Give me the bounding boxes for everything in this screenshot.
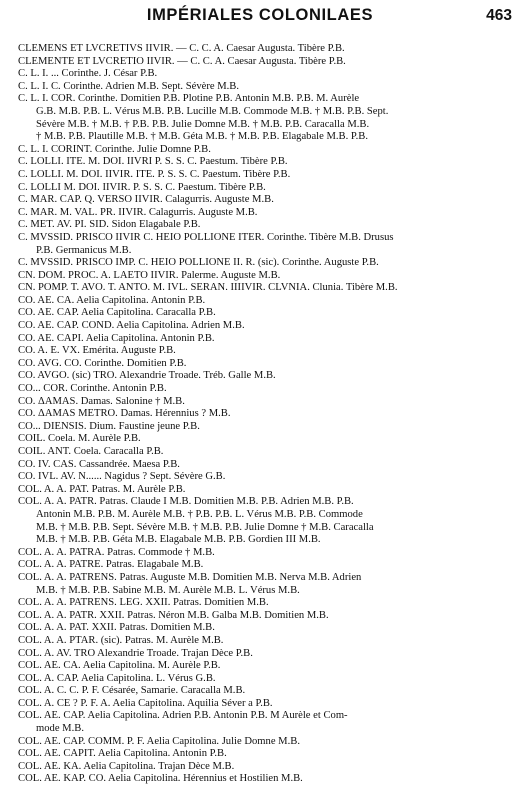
- entry-continuation-line: P.B. Germanicus M.B.: [36, 244, 132, 256]
- entry-line: COL. A. A. PAT. XXII. Patras. Domitien M.B.: [18, 622, 215, 634]
- entry-continuation-line: M.B. † M.B. P.B. Sept. Sévère M.B. † M.B. P.B. Julie Domne † M.B. Caracalla: [36, 521, 374, 533]
- entry-line: COL. A. A. PATR. XXII. Patras. Néron M.B. Galba M.B. Domitien M.B.: [18, 609, 329, 621]
- entry-line: COIL. Coela. M. Aurèle P.B.: [18, 433, 141, 445]
- entry-line: C. LOLLI. ITE. M. DOI. IIVRI P. S. S. C. Paestum. Tibère P.B.: [18, 156, 288, 168]
- entry-line: C. MAR. CAP. Q. VERSO IIVIR. Calagurris. Auguste M.B.: [18, 194, 274, 206]
- entry-continuation-line: mode M.B.: [36, 723, 84, 735]
- entry-continuation-line: † M.B. P.B. Plautille M.B. † M.B. Géta M.B. † M.B. P.B. Elagabale M.B. P.B.: [36, 131, 368, 143]
- entry-line: COL. A. A. PATR. Patras. Claude I M.B. Domitien M.B. P.B. Adrien M.B. P.B.: [18, 496, 354, 508]
- entry-line: C. LOLLI. M. DOI. IIVIR. ITE. P. S. S. C. Paestum. Tibère P.B.: [18, 168, 291, 180]
- entry-line: C. MVSSID. PRISCO IMP. C. HEIO POLLIONE II. R. (sic). Corinthe. Auguste P.B.: [18, 257, 379, 269]
- entry-line: CO. AE. CAP. Aelia Capitolina. Caracalla P.B.: [18, 307, 216, 319]
- page-header: [18, 6, 512, 32]
- entry-line: C. LOLLI M. DOI. IIVIR. P. S. S. C. Paestum. Tibère P.B.: [18, 181, 266, 193]
- entry-line: COL. AE. CAP. COMM. P. F. Aelia Capitolina. Julie Domne M.B.: [18, 735, 300, 747]
- entry-line: COL. A. CE ? P. F. A. Aelia Capitolina. Aquilia Séver a P.B.: [18, 697, 273, 709]
- entry-line: C. L. I. COR. Corinthe. Domitien P.B. Plotine P.B. Antonin M.B. P.B. M. Aurèle: [18, 93, 360, 105]
- entry-continuation-line: M.B. † M.B. P.B. Géta M.B. Elagabale M.B. P.B. Gordien III M.B.: [36, 534, 321, 546]
- entry-line: CO. IVL. AV. N...... Nagidus ? Sept. Sévère G.B.: [18, 471, 226, 483]
- entry-line: COIL. ANT. Coela. Caracalla P.B.: [18, 446, 164, 457]
- entry-continuation-line: G.B. M.B. P.B. L. Vérus M.B. P.B. Lucille M.B. Commode M.B. † M.B. P.B. Sept.: [36, 105, 389, 117]
- entry-line: CO. A. E. VX. Emérita. Auguste P.B.: [18, 345, 176, 357]
- running-title: IMPÉRIALES COLONILAES: [146, 6, 374, 24]
- entry-line: CO. ΔAMAS. Damas. Salonine † M.B.: [18, 395, 185, 407]
- entry-line: CO. AE. CAP. COND. Aelia Capitolina. Adrien M.B.: [18, 320, 245, 332]
- entry-line: CO. IV. CAS. Cassandrée. Maesa P.B.: [18, 458, 180, 470]
- entry-line: CLEMENS ET LVCRETIVS IIVIR. — C. C. A. Caesar Augusta. Tibère P.B.: [18, 43, 345, 54]
- entry-line: CO. ΔAMAS METRO. Damas. Hérennius ? M.B.: [18, 408, 231, 420]
- entry-line: CN. DOM. PROC. A. LAETO IIVIR. Palerme. Auguste M.B.: [18, 269, 281, 281]
- entry-line: CO... COR. Corinthe. Antonin P.B.: [18, 383, 167, 395]
- entry-line: COL. AE. CA. Aelia Capitolina. M. Aurèle P.B.: [18, 660, 221, 672]
- entry-line: CO. AVGO. (sic) TRO. Alexandrie Troade. Tréb. Galle M.B.: [18, 370, 276, 382]
- entry-line: C. MVSSID. PRISCO IIVIR C. HEIO POLLIONE ITER. Corinthe. Tibère M.B. Drusus: [18, 231, 394, 243]
- entry-line: COL. AE. CAP. Aelia Capitolina. Adrien P.B. Antonin P.B. M Aurèle et Com-: [18, 710, 348, 722]
- entry-continuation-line: Antonin M.B. P.B. M. Aurèle M.B. † P.B. P.B. L. Vérus M.B. P.B. Commode: [36, 508, 363, 520]
- entry-line: COL. A. A. PATRENS. Patras. Auguste M.B. Domitien M.B. Nerva M.B. Adrien: [18, 571, 362, 583]
- entry-line: COL. AE. CAPIT. Aelia Capitolina. Antonin P.B.: [18, 748, 227, 760]
- entry-line: COL. A. A. PATRE. Patras. Elagabale M.B.: [18, 559, 204, 571]
- entry-line: COL. AE. KA. Aelia Capitolina. Trajan Dèce M.B.: [18, 760, 235, 772]
- entry-line: COL. A. A. PATRENS. LEG. XXII. Patras. Domitien M.B.: [18, 597, 269, 609]
- entry-line: C. L. I. C. Corinthe. Adrien M.B. Sept. Sévère M.B.: [18, 80, 239, 92]
- entry-line: C. L. I. CORINT. Corinthe. Julie Domne P.B.: [18, 143, 211, 155]
- entry-continuation-line: Sévère M.B. † M.B. † P.B. P.B. Julie Domne M.B. † M.B. P.B. Caracalla M.B.: [36, 118, 370, 130]
- entry-line: COL. A. A. PAT. Patras. M. Aurèle P.B.: [18, 483, 186, 495]
- entry-line: COL. A. C. C. P. F. Césarée, Samarie. Caracalla M.B.: [18, 685, 246, 697]
- entry-line: CO. AVG. CO. Corinthe. Domitien P.B.: [18, 357, 187, 369]
- entry-line: COL. A. A. PATRA. Patras. Commode † M.B.: [18, 546, 215, 558]
- entry-continuation-line: M.B. † M.B. P.B. Sabine M.B. M. Aurèle M.B. L. Vérus M.B.: [36, 584, 300, 596]
- entry-line: CN. POMP. T. AVO. T. ANTO. M. IVL. SERAN. IIIIVIR. CLVNIA. Clunia. Tibère M.B.: [18, 282, 398, 294]
- entry-line: C. MET. AV. PI. SID. Sidon Elagabale P.B.: [18, 219, 201, 231]
- entry-line: C. L. I. ... Corinthe. J. César P.B.: [18, 68, 158, 80]
- entry-line: CO. AE. CA. Aelia Capitolina. Antonin P.B.: [18, 294, 206, 306]
- entry-list: [18, 43, 512, 786]
- entry-line: COL. A. CAP. Aelia Capitolina. L. Vérus G.B.: [18, 672, 216, 684]
- entry-line: COL. A. AV. TRO Alexandrie Troade. Trajan Dèce P.B.: [18, 647, 253, 659]
- entry-line: CO... DIENSIS. Dium. Faustine jeune P.B.: [18, 420, 200, 432]
- page-number: 463: [486, 7, 512, 24]
- entry-line: COL. AE. KAP. CO. Aelia Capitolina. Hérennius et Hostilien M.B.: [18, 773, 303, 785]
- entry-line: CO. AE. CAPI. Aelia Capitolina. Antonin P.B.: [18, 332, 215, 344]
- entry-line: COL. A. A. PTAR. (sic). Patras. M. Aurèle M.B.: [18, 634, 224, 646]
- entry-line: C. MAR. M. VAL. PR. IIVIR. Calagurris. Auguste M.B.: [18, 206, 258, 218]
- entry-line: CLEMENTE ET LVCRETIO IIVIR. — C. C. A. Caesar Augusta. Tibère P.B.: [18, 55, 346, 67]
